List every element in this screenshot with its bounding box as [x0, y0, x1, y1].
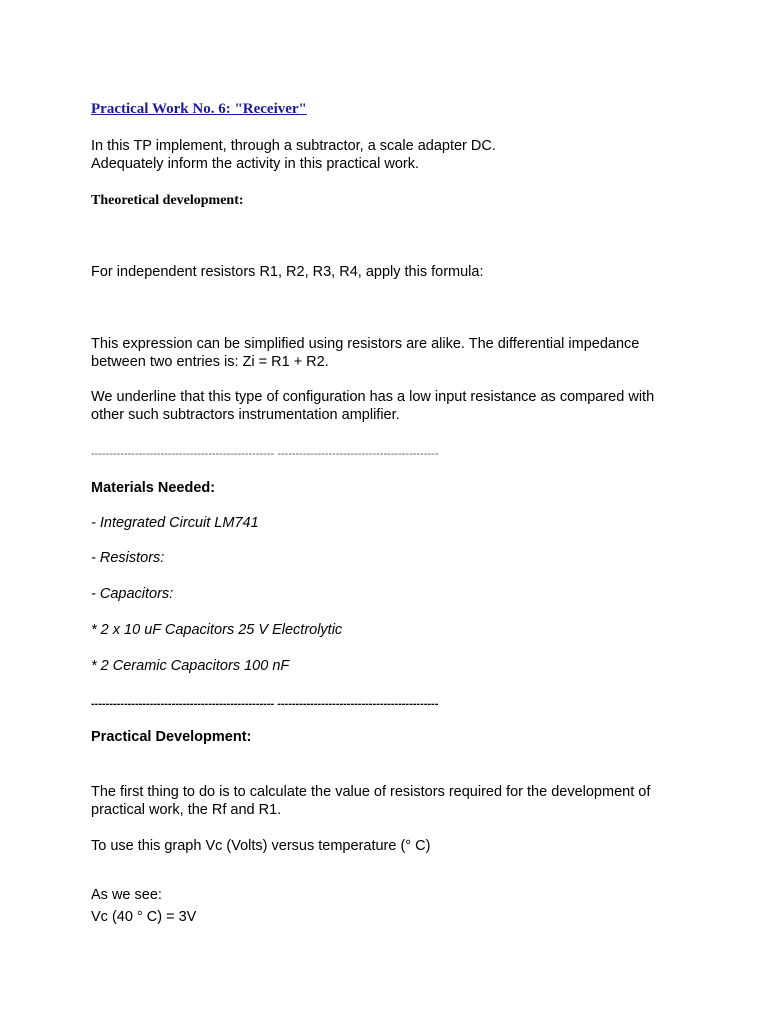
formula-intro: For independent resistors R1, R2, R3, R4, apply this formula:: [91, 264, 484, 280]
material-item-resistors: - Resistors:: [91, 550, 165, 566]
material-item-ceramic: * 2 Ceramic Capacitors 100 nF: [91, 658, 290, 674]
intro-line-1: In this TP implement, through a subtractor, a scale adapter DC.: [91, 138, 496, 154]
simplify-line-1: This expression can be simplified using resistors are alike. The differential impedance: [91, 336, 640, 352]
separator-1: -------------------------------------------------- --------------------------------------------: [91, 448, 439, 460]
theoretical-heading: Theoretical development:: [91, 193, 244, 208]
practical-heading: Practical Development:: [91, 729, 252, 745]
underline-line-2: other such subtractors instrumentation amplifier.: [91, 407, 400, 423]
separator-2: -------------------------------------------------- --------------------------------------------: [91, 698, 439, 710]
material-item-electrolytic: * 2 x 10 uF Capacitors 25 V Electrolytic: [91, 622, 343, 638]
simplify-line-2: between two entries is: Zi = R1 + R2.: [91, 354, 329, 370]
practical-line-1: The first thing to do is to calculate the value of resistors required for the development of: [91, 784, 651, 800]
vc-value: Vc (40 ° C) = 3V: [91, 909, 197, 925]
intro-line-2: Adequately inform the activity in this practical work.: [91, 156, 419, 172]
page-title[interactable]: Practical Work No. 6: "Receiver": [91, 101, 307, 117]
materials-heading: Materials Needed:: [91, 480, 216, 496]
underline-line-1: We underline that this type of configuration has a low input resistance as compared with: [91, 389, 655, 405]
material-item-capacitors: - Capacitors:: [91, 586, 174, 602]
graph-line: To use this graph Vc (Volts) versus temperature (° C): [91, 838, 431, 854]
as-we-see: As we see:: [91, 887, 162, 903]
material-item-ic: - Integrated Circuit LM741: [91, 515, 259, 531]
practical-line-2: practical work, the Rf and R1.: [91, 802, 282, 818]
